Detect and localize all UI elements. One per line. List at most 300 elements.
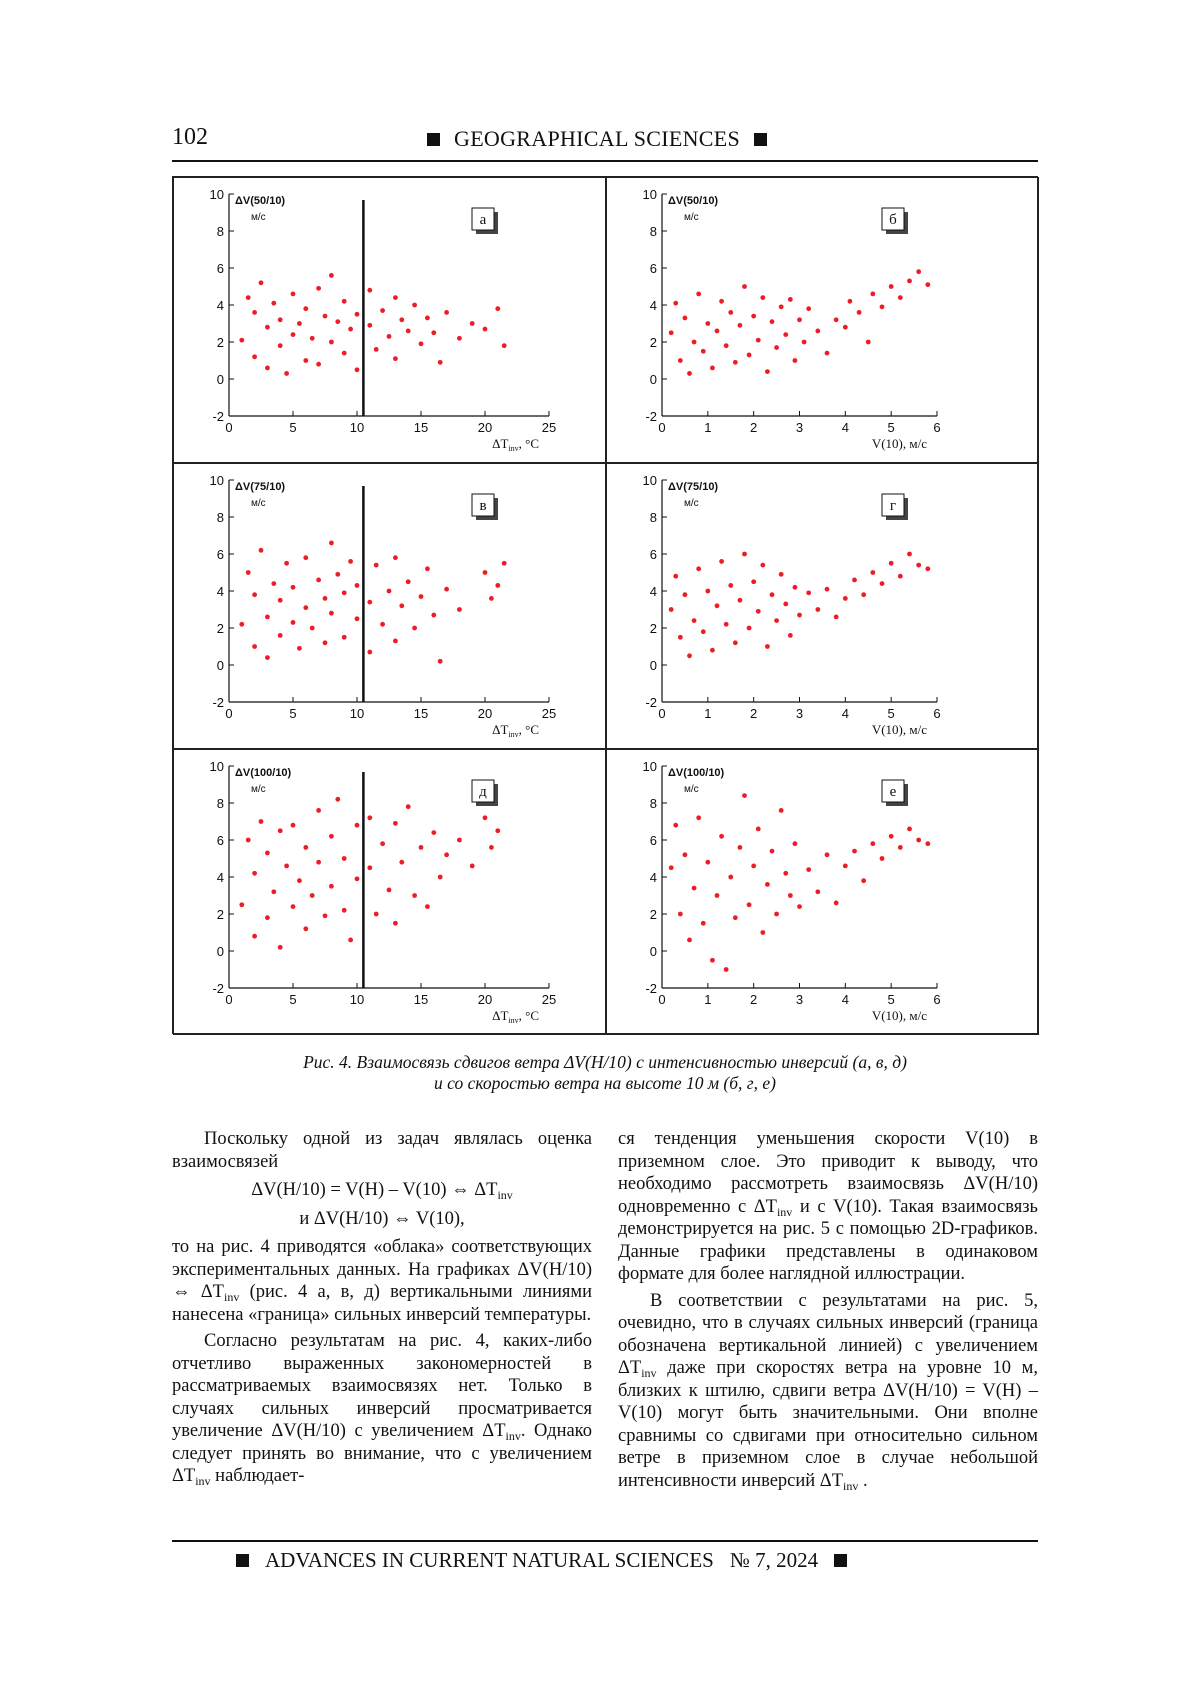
data-point <box>252 644 257 649</box>
data-point <box>348 938 353 943</box>
data-point <box>335 572 340 577</box>
data-point <box>348 327 353 332</box>
data-point <box>457 336 462 341</box>
section-title-text: GEOGRAPHICAL SCIENCES <box>454 126 741 151</box>
data-point <box>770 849 775 854</box>
data-point <box>696 815 701 820</box>
data-point <box>673 574 678 579</box>
x-tick-label: 20 <box>477 420 493 435</box>
square-bullet-icon <box>427 133 440 146</box>
data-point <box>880 304 885 309</box>
data-point <box>291 620 296 625</box>
data-point <box>866 340 871 345</box>
page-footer <box>172 1540 1038 1578</box>
data-point <box>825 351 830 356</box>
chart-panel-2 <box>606 177 1039 463</box>
square-bullet-icon <box>834 1554 847 1567</box>
data-point <box>316 362 321 367</box>
data-point <box>335 319 340 324</box>
data-point <box>393 921 398 926</box>
figure-caption <box>172 1052 1038 1094</box>
data-point <box>239 622 244 627</box>
data-point <box>265 615 270 620</box>
data-point <box>438 875 443 880</box>
y-tick-label: -2 <box>645 695 657 710</box>
data-point <box>687 653 692 658</box>
page-header <box>172 118 1038 162</box>
y-tick-label: 10 <box>642 187 657 202</box>
data-point <box>848 299 853 304</box>
data-point <box>793 358 798 363</box>
caption-line-1: Рис. 4. Взаимосвязь сдвигов ветра ΔV(H/10) с интенсивностью инверсий (а, в, д) <box>303 1052 907 1072</box>
data-point <box>733 915 738 920</box>
data-point <box>387 334 392 339</box>
data-point <box>779 304 784 309</box>
x-tick-label: 2 <box>750 706 758 721</box>
y-axis-unit: м/с <box>251 498 266 509</box>
data-point <box>316 808 321 813</box>
x-tick-label: 5 <box>289 706 297 721</box>
x-tick-label: 0 <box>658 420 666 435</box>
data-point <box>342 908 347 913</box>
data-point <box>705 589 710 594</box>
data-point <box>678 358 683 363</box>
data-point <box>278 828 283 833</box>
data-point <box>457 607 462 612</box>
x-tick-label: 1 <box>704 706 712 721</box>
x-tick-label: 0 <box>225 706 233 721</box>
data-point <box>783 602 788 607</box>
x-tick-label: 6 <box>933 706 941 721</box>
data-point <box>297 878 302 883</box>
y-tick-label: 6 <box>649 261 657 276</box>
data-point <box>760 930 765 935</box>
y-tick-label: 10 <box>642 473 657 488</box>
data-point <box>683 852 688 857</box>
x-tick-label: 2 <box>750 992 758 1007</box>
paragraph: Согласно результатам на рис. 4, каких-либо отчетливо выраженных закономерностей в рассматриваемых взаимосвязях нет. Только в случаях сильных инверсий просматривается увеличение ΔV(H/10) с увеличением $\Delta T_{inv}$. Однако следует принять во внимание, что с увеличением $\Delta T_{inv}$ наблюдает- <box>172 1331 592 1488</box>
data-point <box>719 559 724 564</box>
data-point <box>687 371 692 376</box>
data-point <box>431 330 436 335</box>
data-point <box>284 371 289 376</box>
y-tick-label: 0 <box>216 372 224 387</box>
y-tick-label: 0 <box>649 372 657 387</box>
data-point <box>715 329 720 334</box>
data-point <box>291 904 296 909</box>
data-point <box>374 563 379 568</box>
data-point <box>495 828 500 833</box>
data-point <box>806 306 811 311</box>
text-column-right <box>618 1128 1038 1492</box>
page-number: 102 <box>172 124 208 150</box>
data-point <box>669 330 674 335</box>
y-tick-label: 8 <box>216 796 224 811</box>
footer-issue: № 7, 2024 <box>729 1548 819 1572</box>
data-point <box>760 563 765 568</box>
data-point <box>719 299 724 304</box>
data-point <box>779 808 784 813</box>
data-point <box>747 353 752 358</box>
data-point <box>419 845 424 850</box>
x-tick-label: 2 <box>750 420 758 435</box>
data-point <box>438 360 443 365</box>
data-point <box>393 821 398 826</box>
y-axis-label: ΔV(50/10) <box>235 195 286 207</box>
data-point <box>738 845 743 850</box>
data-point <box>916 269 921 274</box>
data-point <box>673 301 678 306</box>
data-point <box>898 845 903 850</box>
data-point <box>825 587 830 592</box>
data-point <box>265 366 270 371</box>
data-point <box>303 306 308 311</box>
data-point <box>316 286 321 291</box>
y-tick-label: 8 <box>649 510 657 525</box>
y-tick-label: 10 <box>209 187 224 202</box>
paragraph: В соответствии с результатами на рис. 5, очевидно, что в случаях сильных инверсий (граница обозначена вертикальной линией) с увеличением $\Delta T_{inv}$ даже при скоростях ветра на уровне 10 м, близких к штилю, сдвиги ветра ΔV(H/10) = V(H) – V(10) могут быть значительными. Они вполне сравнимы со сдвигами при относительно сильном ветре в приземном слое в случае небольшой интенсивности инверсий $\Delta T_{inv}$ . <box>618 1290 1038 1493</box>
data-point <box>412 893 417 898</box>
data-point <box>852 849 857 854</box>
data-point <box>751 579 756 584</box>
y-tick-label: -2 <box>645 409 657 424</box>
data-point <box>259 548 264 553</box>
data-point <box>678 912 683 917</box>
data-point <box>815 607 820 612</box>
data-point <box>265 655 270 660</box>
data-point <box>367 865 372 870</box>
data-point <box>916 563 921 568</box>
data-point <box>678 635 683 640</box>
data-point <box>687 938 692 943</box>
data-point <box>489 845 494 850</box>
data-point <box>329 273 334 278</box>
data-point <box>495 306 500 311</box>
panel-label: е <box>889 784 897 800</box>
y-tick-label: 6 <box>649 833 657 848</box>
data-point <box>710 648 715 653</box>
y-tick-label: 6 <box>216 261 224 276</box>
data-point <box>760 295 765 300</box>
x-tick-label: 0 <box>225 992 233 1007</box>
data-point <box>751 314 756 319</box>
data-point <box>710 958 715 963</box>
y-axis-label: ΔV(75/10) <box>668 481 719 493</box>
data-point <box>278 633 283 638</box>
data-point <box>284 561 289 566</box>
data-point <box>278 598 283 603</box>
data-point <box>380 841 385 846</box>
y-tick-label: 0 <box>216 658 224 673</box>
data-point <box>728 310 733 315</box>
data-point <box>355 367 360 372</box>
data-point <box>335 797 340 802</box>
data-point <box>669 607 674 612</box>
data-point <box>898 295 903 300</box>
data-point <box>291 823 296 828</box>
data-point <box>683 316 688 321</box>
y-tick-label: -2 <box>212 981 224 996</box>
data-point <box>925 841 930 846</box>
data-point <box>852 578 857 583</box>
data-point <box>502 561 507 566</box>
data-point <box>419 341 424 346</box>
scatter-plot <box>174 464 607 750</box>
chart-panel-4 <box>606 463 1039 749</box>
data-point <box>673 823 678 828</box>
data-point <box>861 878 866 883</box>
data-point <box>387 888 392 893</box>
data-point <box>444 310 449 315</box>
data-point <box>406 579 411 584</box>
data-point <box>779 572 784 577</box>
data-point <box>431 830 436 835</box>
data-point <box>297 321 302 326</box>
data-point <box>399 603 404 608</box>
y-tick-label: 4 <box>216 298 224 313</box>
chart-panel-1 <box>173 177 606 463</box>
data-point <box>751 864 756 869</box>
data-point <box>259 819 264 824</box>
data-point <box>696 566 701 571</box>
x-tick-label: 5 <box>887 992 895 1007</box>
data-point <box>303 605 308 610</box>
y-axis-label: ΔV(100/10) <box>668 767 725 779</box>
data-point <box>425 316 430 321</box>
data-point <box>701 349 706 354</box>
y-axis-unit: м/с <box>251 212 266 223</box>
data-point <box>861 592 866 597</box>
data-point <box>348 559 353 564</box>
data-point <box>355 312 360 317</box>
data-point <box>765 644 770 649</box>
data-point <box>310 626 315 631</box>
data-point <box>265 851 270 856</box>
data-point <box>444 852 449 857</box>
data-point <box>284 864 289 869</box>
data-point <box>329 834 334 839</box>
data-point <box>788 297 793 302</box>
data-point <box>797 613 802 618</box>
data-point <box>239 338 244 343</box>
x-tick-label: 10 <box>349 706 365 721</box>
data-point <box>412 303 417 308</box>
caption-line-2: и со скоростью ветра на высоте 10 м (б, г, е) <box>434 1073 776 1093</box>
data-point <box>355 876 360 881</box>
data-point <box>291 292 296 297</box>
data-point <box>834 615 839 620</box>
square-bullet-icon <box>236 1554 249 1567</box>
x-tick-label: 10 <box>349 992 365 1007</box>
data-point <box>271 301 276 306</box>
data-point <box>246 570 251 575</box>
data-point <box>916 838 921 843</box>
data-point <box>907 552 912 557</box>
data-point <box>297 646 302 651</box>
data-point <box>303 845 308 850</box>
data-point <box>843 325 848 330</box>
data-point <box>367 288 372 293</box>
x-tick-label: 0 <box>658 992 666 1007</box>
data-point <box>815 329 820 334</box>
data-point <box>502 343 507 348</box>
data-point <box>342 635 347 640</box>
chart-panel-6 <box>606 749 1039 1035</box>
data-point <box>765 369 770 374</box>
data-point <box>323 913 328 918</box>
square-bullet-icon <box>754 133 767 146</box>
formula-1: ΔV(H/10) = V(H) – V(10) ⇔ $\Delta T_{inv}$ <box>251 1180 513 1202</box>
data-point <box>278 317 283 322</box>
data-point <box>316 860 321 865</box>
data-point <box>329 340 334 345</box>
data-point <box>870 292 875 297</box>
y-tick-label: 2 <box>649 335 657 350</box>
data-point <box>252 871 257 876</box>
data-point <box>728 875 733 880</box>
data-point <box>880 856 885 861</box>
y-tick-label: 10 <box>642 759 657 774</box>
data-point <box>692 618 697 623</box>
x-tick-label: 25 <box>541 992 557 1007</box>
data-point <box>431 613 436 618</box>
y-tick-label: 8 <box>216 224 224 239</box>
y-tick-label: 0 <box>649 658 657 673</box>
data-point <box>495 583 500 588</box>
data-point <box>303 358 308 363</box>
data-point <box>252 310 257 315</box>
data-point <box>738 323 743 328</box>
y-axis-label: ΔV(100/10) <box>235 767 292 779</box>
data-point <box>265 915 270 920</box>
x-tick-label: 5 <box>289 420 297 435</box>
y-axis-unit: м/с <box>684 784 699 795</box>
data-point <box>271 889 276 894</box>
data-point <box>323 596 328 601</box>
y-tick-label: -2 <box>212 409 224 424</box>
data-point <box>367 650 372 655</box>
data-point <box>719 834 724 839</box>
y-axis-unit: м/с <box>251 784 266 795</box>
data-point <box>399 860 404 865</box>
data-point <box>380 308 385 313</box>
data-point <box>355 823 360 828</box>
data-point <box>489 596 494 601</box>
data-point <box>323 640 328 645</box>
data-point <box>278 343 283 348</box>
data-point <box>788 893 793 898</box>
data-point <box>733 640 738 645</box>
data-point <box>483 327 488 332</box>
y-tick-label: 8 <box>649 796 657 811</box>
data-point <box>756 827 761 832</box>
scatter-plot <box>174 750 607 1036</box>
data-point <box>806 867 811 872</box>
data-point <box>797 317 802 322</box>
y-tick-label: 8 <box>216 510 224 525</box>
x-tick-label: 15 <box>413 706 429 721</box>
x-tick-label: 5 <box>887 706 895 721</box>
x-tick-label: 20 <box>477 992 493 1007</box>
y-tick-label: 10 <box>209 759 224 774</box>
data-point <box>483 570 488 575</box>
x-tick-label: 6 <box>933 992 941 1007</box>
data-point <box>774 618 779 623</box>
data-point <box>367 815 372 820</box>
panel-label: б <box>889 212 897 228</box>
data-point <box>419 594 424 599</box>
data-point <box>907 827 912 832</box>
data-point <box>393 639 398 644</box>
panel-label: г <box>889 498 897 514</box>
y-axis-label: ΔV(50/10) <box>668 195 719 207</box>
data-point <box>367 600 372 605</box>
data-point <box>770 592 775 597</box>
data-point <box>802 340 807 345</box>
y-axis-label: ΔV(75/10) <box>235 481 286 493</box>
y-tick-label: 2 <box>216 335 224 350</box>
data-point <box>774 912 779 917</box>
data-point <box>380 622 385 627</box>
x-tick-label: 5 <box>887 420 895 435</box>
data-point <box>252 592 257 597</box>
data-point <box>756 609 761 614</box>
data-point <box>291 585 296 590</box>
data-point <box>765 882 770 887</box>
y-tick-label: 4 <box>649 870 657 885</box>
paragraph: ся тенденция уменьшения скорости V(10) в приземном слое. Это приводит к выводу, что необходимо рассмотреть взаимосвязь ΔV(H/10) одновременно с $\Delta T_{inv}$ и с V(10). Такая взаимосвязь демонстрируется на рис. 5 с помощью 2D-графиков. Данные графики представлены в одинаковом формате для более наглядной иллюстрации. <box>618 1129 1038 1284</box>
data-point <box>705 860 710 865</box>
data-point <box>444 587 449 592</box>
data-point <box>393 356 398 361</box>
data-point <box>271 581 276 586</box>
data-point <box>425 566 430 571</box>
data-point <box>747 626 752 631</box>
x-axis-label: $\Delta T_{inv}$, °C <box>492 436 539 453</box>
data-point <box>265 325 270 330</box>
y-tick-label: 6 <box>216 547 224 562</box>
data-point <box>252 934 257 939</box>
data-point <box>239 902 244 907</box>
data-point <box>310 336 315 341</box>
x-axis-label: V(10), м/с <box>871 722 927 737</box>
x-axis-label: $\Delta T_{inv}$, °C <box>492 1008 539 1025</box>
data-point <box>705 321 710 326</box>
data-point <box>303 555 308 560</box>
data-point <box>412 626 417 631</box>
data-point <box>355 616 360 621</box>
y-axis-unit: м/с <box>684 212 699 223</box>
x-tick-label: 6 <box>933 420 941 435</box>
data-point <box>342 856 347 861</box>
y-tick-label: 4 <box>649 298 657 313</box>
data-point <box>889 561 894 566</box>
data-point <box>393 295 398 300</box>
data-point <box>738 598 743 603</box>
chart-panel-3 <box>173 463 606 749</box>
y-tick-label: 4 <box>216 584 224 599</box>
x-tick-label: 25 <box>541 706 557 721</box>
y-tick-label: 2 <box>216 907 224 922</box>
data-point <box>692 340 697 345</box>
y-tick-label: 2 <box>649 621 657 636</box>
data-point <box>342 351 347 356</box>
data-point <box>310 893 315 898</box>
x-tick-label: 0 <box>658 706 666 721</box>
data-point <box>669 865 674 870</box>
x-axis-label: V(10), м/с <box>871 1008 927 1023</box>
data-point <box>783 332 788 337</box>
